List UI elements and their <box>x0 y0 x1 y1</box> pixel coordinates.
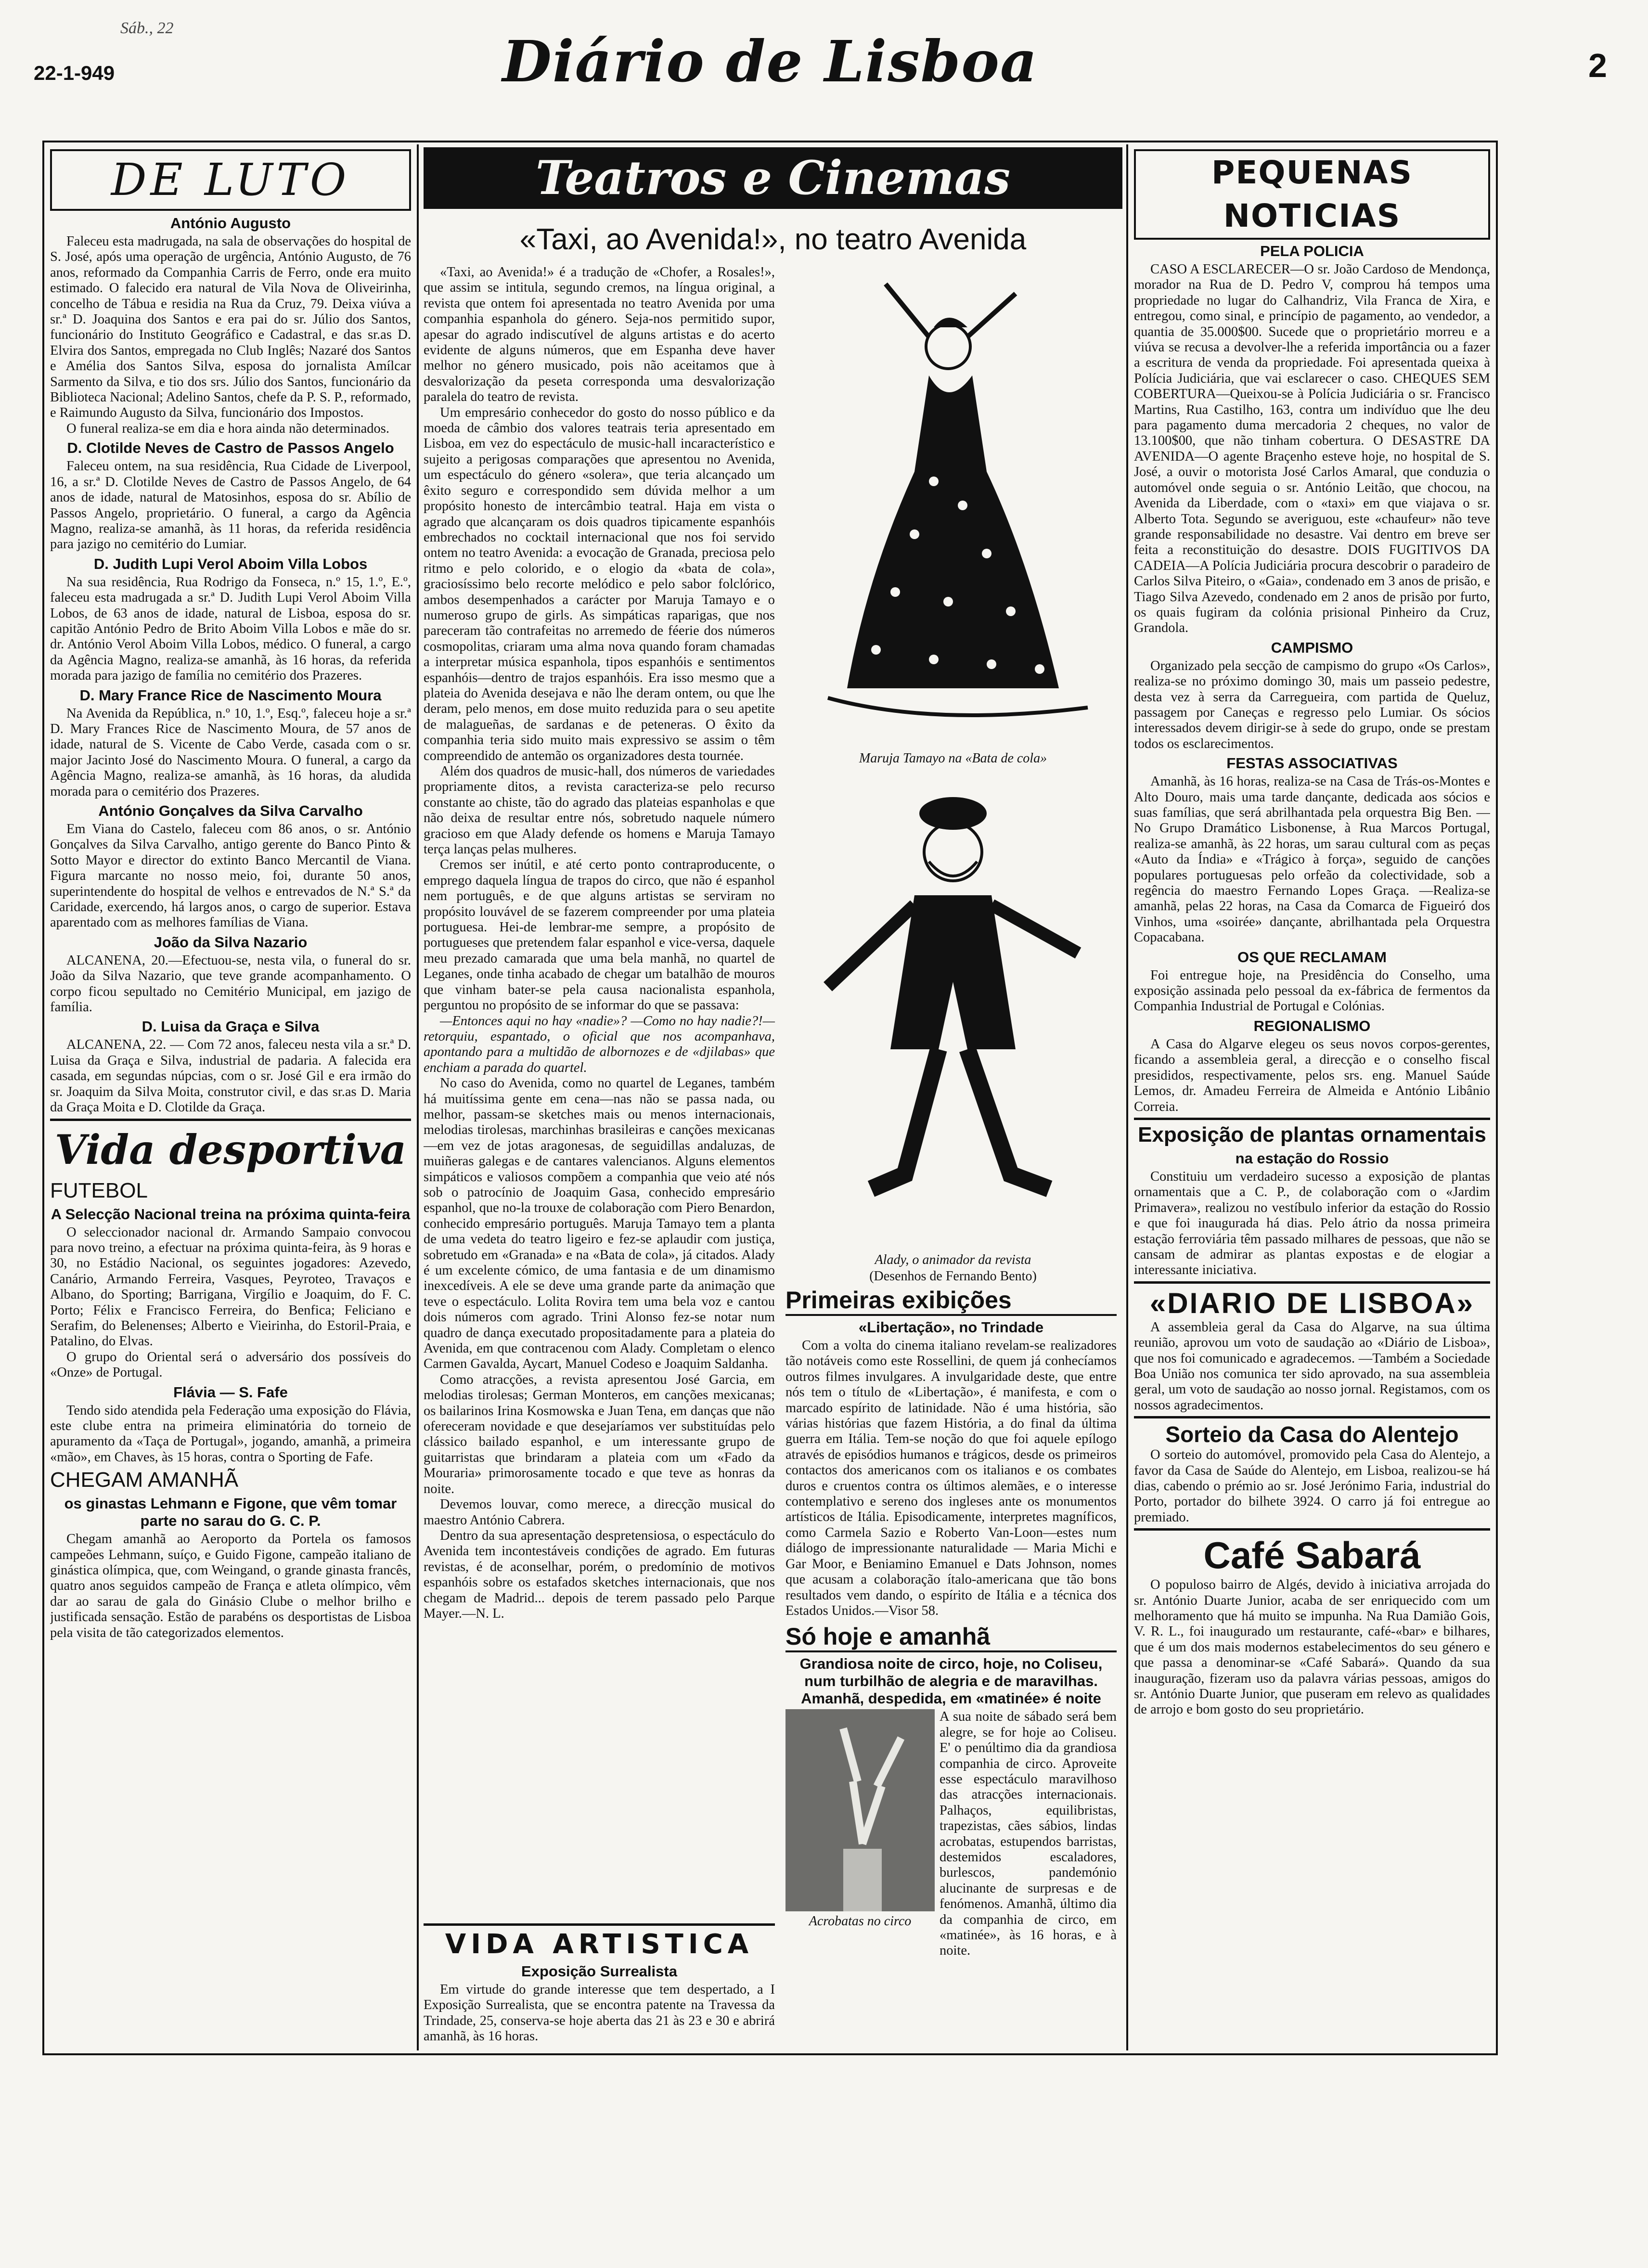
exposicao-heading: Exposição de plantas ornamentais <box>1138 1122 1486 1147</box>
regionalismo-heading: REGIONALISMO <box>1253 1017 1371 1034</box>
luto-heading: DE LUTO <box>111 154 350 206</box>
flavia-title: Flávia — S. Fafe <box>173 1383 288 1401</box>
diario-heading: «DIARIO DE LISBOA» <box>1149 1287 1475 1319</box>
futebol-label: FUTEBOL <box>50 1178 148 1202</box>
sorteio-text: O sorteio do automóvel, promovido pela Casa do Alentejo, a favor da Casa de Saúde do Alentejo, em Lisboa, realizou-se há dias, cabendo o prémio ao sr. José Jerónimo Faria, industrial do Porto, portador do bilhete 3924. O carro já foi entregue ao premiado. <box>1134 1447 1490 1525</box>
review-p8: Devemos louvar, como merece, a direcção musical do maestro António Cabrera. <box>424 1497 775 1528</box>
circo-heading: Só hoje e amanhã <box>785 1623 1117 1652</box>
campismo-text: Organizado pela secção de campismo do grupo «Os Carlos», realiza-se no próximo domingo 30, mais um passeio pedestre, desta vez à serra da Carregueira, com partida de Queluz, passagem por Caneças e regresso pelo Lumiar. Os sócios interessados devem dirigir-se à sede do grupo, onde se prestam todos os esclarecimentos. <box>1134 658 1490 751</box>
policia-text: CASO A ESCLARECER—O sr. João Cardoso de Mendonça, morador na Rua de D. Pedro V, comprou há tempos uma propriedade no lugar do Calhandriz, Vila Franca de Xira, e entregou, como sinal, e princípio de pagamento, ao vendedor, a quantia de 35.000$00. Sucede que o proprietário morreu e a viúva se recusa a devolver-lhe a referida importância ou a fazer a escritura de venda da propriedade. Foi apresentada queixa à Polícia Judiciária, que vai esclarecer o caso. CHEQUES SEM COBERTURA—Queixou-se à Polícia Judiciária o sr. Francisco Martins, Rua Castilho, 163, contra um indivíduo que lhe deu para pagamento duma mercadoria 2 cheques, no valor de 13.100$00, que não tinham cobertura. O DESASTRE DA AVENIDA—O agente Braçenho esteve hoje, no hospital de S. José, a ouvir o motorista José Carlos Amaral, que conduzia o automóvel onde seguia o sr. António Leitão, que chocou, na Avenida da Liberdade, com o «taxi» em que viajava o sr. Alberto Tota. Segundo se averiguou, este «chaufeur» não teve grande responsabilidade no desastre. Vai dentro em breve ser feita a reconstituição do desastre. DOIS FUGITIVOS DA CADEIA—A Polícia Judiciária procura descobrir o paradeiro de Carlos Silva Piteiro, o «Gaia», condenado em 3 anos de prisão, e Tiago Silva Azevedo, condenado em 2 anos de prisão por furto, os quais fugiram da colónia prisional Pinheiro da Cruz, Grandola. <box>1134 262 1490 636</box>
divider <box>1134 1281 1490 1284</box>
obituary-name: António Gonçalves da Silva Carvalho <box>98 802 363 819</box>
obituary-name: D. Clotilde Neves de Castro de Passos Angelo <box>67 439 394 457</box>
chegam-label: CHEGAM AMANHÃ <box>50 1468 239 1492</box>
obituary-text: ALCANENA, 22. — Com 72 anos, faleceu nesta vila a sr.ª D. Luisa da Graça e Silva, industrial de padaria. A falecida era casada, em segundas núpcias, com o sr. José Gil e era irmão do sr. Joaquim da Silva Moita, construtor civil, e das sr.as D. Maria da Graça Moita e D. Clotilde da Graça. <box>50 1037 411 1115</box>
reclamam-text: Foi entregue hoje, na Presidência do Conselho, uma exposição assinada pelo pessoal da ex-fábrica de fermentos da Companhia Industrial de Portugal e Colónias. <box>1134 967 1490 1014</box>
review-column-1 <box>424 265 775 1622</box>
ginastas-title: os ginastas Lehmann e Figone, que vêm tomar parte no sarau do G. C. P. <box>64 1495 397 1530</box>
reclamam-heading: OS QUE RECLAMAM <box>1237 948 1387 966</box>
sport-heading: Vida desportiva <box>54 1125 407 1173</box>
newspaper-title: Diário de Lisboa <box>502 28 1038 95</box>
exposicao-subheading: na estação do Rossio <box>1235 1149 1389 1167</box>
obituary-name: D. Luisa da Graça e Silva <box>142 1018 320 1035</box>
middle-column <box>424 144 1122 2050</box>
obituary-list <box>50 215 411 1116</box>
vida-artistica <box>424 1920 775 2045</box>
review-p6: No caso do Avenida, como no quartel de Leganes, também há muitíssima gente em cena—nas não se passa nada, ou melhor, passam-se sketches mais ou menos internacionais, melodias tirolesas, marchinhas brasileiras e canções mexicanas—em vez de jotas aragonesas, de seguidillas andaluzas, de muiñeras galegas e de cantares valencianos. Alguns elementos simpáticos e valiosos compõem a companhia que veio até nós sob o patrocínio de Joaquim Gasa, conhecido empresário espanhol, que no-la trouxe de colaboração com Piero Benardon, conhecido empresário português. Maruja Tamayo tem a planta de uma vedeta do teatro ligeiro e fez-se aplaudir com justiça, sobretudo em «Granada» e na «Bata de cola», já citados. Alady é um excelente cómico, de uma fantasia e de um dinamismo inexcedíveis. A ele se deve uma grande parte da animação que teve o espectáculo. Lolita Rovira tem uma bela voz e cantou dois números com agrado. Trini Alonso fez-se notar num quadro de dança executado propositadamente para a plateia do Avenida, em que contracenou com Alady. Completam o elenco Carmen Gavalda, Aycart, Manuel Codeso e Joaquim Saldanha. <box>424 1076 775 1372</box>
luto-box <box>50 149 411 211</box>
artistica-subheading: Exposição Surrealista <box>521 1963 677 1980</box>
cinema-text: Com a volta do cinema italiano revelam-se realizadores tão notáveis como este Rossellini, de quem já conhecíamos outros filmes invulgares. A invulgaridade deste, que entre nós tem o título de «Libertação», é manifesta, e com o marcado espírito de latinidade. Não é uma história, são várias histórias que fazem História, a do final da última guerra em Itália. Tem-se noção do que foi aquele epílogo através de episódios humanos e trágicos, desde os primeiros contactos dos americanos com os italianos e os combates duros e cruentos contra os últimos alemães, e o interesse contemplativo e sereno dos ingleses ante os monumentos artísticos de Itália. Episodicamente, interpretes magníficos, como Carmela Sazio e Roberto Van-Loon—estes num diálogo de impressionante naturalidade — Maria Michi e Gar Moor, e Beniamino Emanuel e Dats Johnson, nomes que acusam a colaboração ítalo-americana que tão bons resultados vem dando, o espírito de Itália e a técnica dos Estados Unidos.—Visor 58. <box>785 1338 1117 1618</box>
circo-text: A sua noite de sábado será bem alegre, se for hoje ao Coliseu. E' o penúltimo dia da grandiosa companhia de circo. Aproveite esse espectáculo maravilhoso das atracções internacionais. Palhaços, equilibristas, trapezistas, cães sábios, lindas acrobatas, estupendos barristas, destemidos escaladores, burlescos, pandemónio alucinante de surpresas e de fenómenos. Amanhã, último dia da companhia de circo, em «matinée», às 16 horas, e à noite. <box>940 1709 1117 1959</box>
circo-body <box>785 1709 1117 1959</box>
divider <box>1134 1118 1490 1120</box>
page-number: 2 <box>1588 47 1607 84</box>
caption-circo: Acrobatas no circo <box>809 1914 912 1929</box>
review-p1: «Taxi, ao Avenida!» é a tradução de «Chofer, a Rosales!», que assim se intitula, segundo cremos, na língua original, a revista que ontem foi apresentada no teatro Avenida por uma companhia espanhola do género. Seja-nos permitido supor, apesar do agrado indiscutível de alguns artistas e do acerto evidente de alguns números, que em Espanha deve haver melhor no género musicado, pois não aceitamos que à desvalorização da peseta corresponda uma desvalorização paralela do teatro de revista. <box>424 265 775 405</box>
artistica-heading: VIDA ARTISTICA <box>445 1929 754 1960</box>
pequenas-heading: PEQUENAS NOTICIAS <box>1134 149 1490 240</box>
issue-date: 22-1-949 <box>34 62 115 84</box>
article-headline: «Taxi, ao Avenida!», no teatro Avenida <box>519 223 1027 256</box>
review-p2: Um empresário conhecedor do gosto do nosso público e da moeda de câmbio dos valores teatrais teria apresentado em Lisboa, em vez do espectáculo de music-hall incaracterístico e sujeito a perigosas comparações que apresentou no Avenida, um espectáculo do género «solera», que teria alcançado um êxito seguro e correspondido sem dúvida melhor a um propósito honesto de intercâmbio teatral. Haja em vista o agrado que alcançaram os dois quadros tipicamente espanhóis embrechados no cocktail internacional que nos foi servido ontem no teatro Avenida: a evocação de Granada, preciosa pelo ritmo e pelo colorido, e o elogio da «bata de cola», graciosíssimo belo recorte melódico e pelo sabor folclórico, ambos desempenhados a carácter por Maruja Tamayo e o numeroso grupo de girls. As simpáticas raparigas, que nos pareceram tão contrafeitas no arremedo de féerie dos números cosmopolitas, criaram uma alma nova quando foram chamadas a interpretar música espanhola, tipos espanhóis e sentimentos espanhóis—dentro de trajos espanhóis. Era isso mesmo que a plateia do Avenida desejava e não lhe deram ontem, ou que lhe deram, pelo menos, em dose muito reduzida para o seu apetite de malagueñas, de sardanas e de peteneras. O êxito da companhia teria sido muito mais expressivo se assim o têm compreendido de antemão os organizadores desta tournée. <box>424 405 775 763</box>
sorteio-heading: Sorteio da Casa do Alentejo <box>1165 1422 1459 1447</box>
review-p5: —Entonces aqui no hay «nadie»? —Como no hay nadie?!—retorquiu, espantado, o oficial que nos acompanhava, apontando para a multidão de albornozes e de «djilabas» que enchiam a parada do quartel. <box>424 1013 775 1075</box>
obituary-name: D. Judith Lupi Verol Aboim Villa Lobos <box>93 555 368 572</box>
column-rule <box>1126 144 1128 2050</box>
cafe-text: O populoso bairro de Algés, devido à iniciativa arrojada do sr. António Duarte Junior, acaba de ser enriquecido com um melhoramento que há muito se impunha. Na Rua Damião Gois, V. R. L., foi inaugurado um restaurante, café-«bar» e bilhares, que é um dos mais modernos estabelecimentos do seu género e que passa a denominar-se «Café Sabará». Quando da sua inauguração, fizeram uso da palavra várias pessoas, amigos do sr. António Duarte Junior, que puseram em relevo as qualidades de arrojo e bom gosto do seu proprietário. <box>1134 1577 1490 1717</box>
obituary-text: ALCANENA, 20.—Efectuou-se, nesta vila, o funeral do sr. João da Silva Nazario, que teve grande acompanhamento. O corpo ficou sepultado no Cemitério Municipal, em jazigo de família. <box>50 953 411 1015</box>
handwritten-note: Sáb., 22 <box>120 19 174 37</box>
festas-text: Amanhã, às 16 horas, realiza-se na Casa de Trás-os-Montes e Alto Douro, mais uma tarde dançante, dedicada aos sócios e suas famílias, que será abrilhantada pela orquestra Big Ben. —No Grupo Dramático Lisbonense, à Rua Marcos Portugal, realiza-se amanhã, às 22 horas, um sarau cultural com as peças «Auto da Índia» e «Trágico à força», seguido de canções populares portuguesas pelo orfeão da colectividade, sob a regência do maestro Fernando Lopes Graça. —Realiza-se amanhã, pelas 22 horas, na Casa da Comarca de Figueiró dos Vinhos, uma «soirée» dançante, abrilhantada pela Orquestra Copacabana. <box>1134 774 1490 945</box>
festas-heading: FESTAS ASSOCIATIVAS <box>1226 755 1398 772</box>
divider <box>1134 1416 1490 1418</box>
obituary-text: Faleceu esta madrugada, na sala de observações do hospital de S. José, após uma operação de urgência, António Augusto, de 76 anos, reformado da Companhia Carris de Ferro, onde era muito estimado. O falecido era natural de Vila Nova de Oliveirinha, concelho de Tábua e residia na Rua da Cruz, 79. Deixa viúva a sr.ª D. Joaquina dos Santos e era pai do sr. Júlio dos Santos, funcionário do Instituto Geográfico e Cadastral, e das sr.as D. Elvira dos Santos, empregada no Club Inglês; Nazaré dos Santos e Amélia dos Santos Silva, esposa do jornalista Amílcar Sarmento da Silva, e tio dos srs. Júlio dos Santos, funcionário da Biblioteca Nacional; Adelino Santos, chefe da P. S. P., reformado, e Raimundo Augusto da Silva, funcionário dos Impostos. <box>50 234 411 421</box>
obituary-text: Na sua residência, Rua Rodrigo da Fonseca, n.º 15, 1.º, E.º, faleceu esta madrugada a sr.ª D. Judith Lupi Verol Aboim Villa Lobos, de 63 anos de idade, natural de Lisboa, esposa do sr. capitão António Pedro de Brito Aboim Villa Lobos e mãe do sr. dr. António Verol Aboim Villa Lobos, médico. O funeral, a cargo da Agência Magno, realiza-se amanhã, às 16 horas, da referida morada para jazigo de família no cemitério dos Prazeres. <box>50 574 411 683</box>
review-p9: Dentro da sua apresentação despretensiosa, o espectáculo do Avenida tem incontestáveis condições de agrado. Em futuras revistas, é de aconselhar, porém, o predomínio de motivos espanhóis sobre os estafados sketches internacionais, que nos chegam de Madrid... depois de terem passado pelo Parque Mayer.—N. L. <box>424 1528 775 1621</box>
left-column <box>50 144 411 1641</box>
review-p7: Como atracções, a revista apresentou José Garcia, em melodias tirolesas; German Monteros, em canções mexicanas; os bailarinos Irina Kosmowska e Juan Tena, em danças que não ofereceram novidade e que desejaríamos ver substituídas pelo clássico bailado espanhol, e um interessante grupo de guitarristas que brindaram a plateia com um «Fado da Mouraria» primorosamente tocado e que teve as honras da noite. <box>424 1372 775 1496</box>
campismo-heading: CAMPISMO <box>1271 639 1353 656</box>
obituary-text: Faleceu ontem, na sua residência, Rua Cidade de Liverpool, 16, a sr.ª D. Clotilde Neves de Castro de Passos Angelo, de 64 anos de idade, natural de Matosinhos, esposa do sr. Abílio de Passos Angelo, proprietário. O funeral, a cargo da Agência Magno, realiza-se amanhã, às 11 horas, da referida residência para jazigo no cemitério do Lumiar. <box>50 459 411 552</box>
obituary-text: Na Avenida da República, n.º 10, 1.º, Esq.º, faleceu hoje a sr.ª D. Mary Frances Rice de Nascimento Moura, de 57 anos de idade, natural de S. Vicente de Cabo Verde, casada com o sr. major Jacinto José do Nascimento Moura. O funeral, a cargo da Agência Magno, realiza-se amanhã, às 16 horas, da aludida morada para o cemitério dos Prazeres. <box>50 706 411 799</box>
obituary-name: João da Silva Nazario <box>154 933 308 951</box>
diario-text: A assembleia geral da Casa do Algarve, na sua última reunião, aprovou um voto de saudação ao «Diário de Lisboa», que nos foi comunicado e agradecemos. —Também a Sociedade Boa União nos comunica ter sido aprovado, na sua assembleia geral, um voto de saudação ao nosso jornal. Registamos, com os nossos agradecimentos. <box>1134 1319 1490 1413</box>
caption-credit: (Desenhos de Fernando Bento) <box>869 1269 1037 1284</box>
selecao-text: O seleccionador nacional dr. Armando Sampaio convocou para novo treino, a efectuar na próxima quinta-feira, às 9 horas e 30, no Estádio Nacional, os seguintes jogadores: Azevedo, Canário, Armando Ferreira, Vasques, Peyroteo, Travaços e Albano, do Sporting; Barrigana, Virgílio e Joaquim, do F. C. Porto; Félix e Francisco Ferreira, do Benfica; Feliciano e Serafim, do Belenenses; Alberto e Vieirinha, do Estoril-Praia, e Patalino, do Elvas. <box>50 1224 411 1349</box>
review-p4: Cremos ser inútil, e até certo ponto contraproducente, o emprego daquela língua de trapos do circo, que não é espanhol nem português, e de que alguns artistas se serviram no propósito louvável de se fazerem compreender por uma plateia portuguesa. Hei-de lembrar-me sempre, a propósito de portugueses que pretendem falar espanhol e vice-versa, daquele meu prezado camarada que uma bela manhã, no quartel de Leganes, onde tinha acabado de chegar um batalhão de mouros que vinham bater-se pela causa nacionalista espanhola, perguntou no propósito de se informar do que se passava: <box>424 857 775 1013</box>
circo-photo-block <box>785 1709 935 1959</box>
divider <box>1134 1528 1490 1531</box>
flavia-text: Tendo sido atendida pela Federação uma exposição do Flávia, este clube entra na primeira eliminatória do torneio de apuramento da «Taça de Portugal», jogando, amanhã, a primeira «mão», em Chaves, às 15 horas, contra o Sporting de Fafe. <box>50 1403 411 1465</box>
right-column <box>1134 144 1490 1718</box>
caption-maruja: Maruja Tamayo na «Bata de cola» <box>859 751 1047 766</box>
obituary-text: Em Viana do Castelo, faleceu com 86 anos, o sr. António Gonçalves da Silva Carvalho, antigo gerente do Banco Pinto & Sotto Mayor e director do extinto Banco Mercantil de Viana. Figura marcante no nosso meio, foi, durante 50 anos, superintendente do hospital de velhos e entrevados de N.ª S.ª da Caridade, exercendo, há largos anos, o cargo de superior. Estava aparentado com as melhores famílias de Viana. <box>50 822 411 930</box>
exposicao-text: Constituiu um verdadeiro sucesso a exposição de plantas ornamentais que a C. P., de colaboração com o «Jardim Primavera», realizou no vestíbulo inferior da estação do Rossio e que foi inaugurada há dias. Pelo átrio da nossa primeira estação ferroviária têm passado milhares de pessoas, que não se cansam de admirar as plantas expostas e de elogiar a interessante iniciativa. <box>1134 1169 1490 1278</box>
obituary-tail: O funeral realiza-se em dia e hora ainda não determinados. <box>66 421 390 436</box>
selecao-title: A Selecção Nacional treina na próxima quinta-feira <box>51 1205 411 1223</box>
regionalismo-text: A Casa do Algarve elegeu os seus novos corpos-gerentes, ficando a assembleia geral, a direcção e o conselho fiscal presididos, respectivamente, pelos srs. eng. Manuel Saúde Lemos, dr. Amadeu Ferreira de Almeida e António Libânio Correia. <box>1134 1036 1490 1114</box>
obituary-name: António Augusto <box>170 215 291 232</box>
artistica-text: Em virtude do grande interesse que tem despertado, a I Exposição Surrealista, que se encontra patente na Travessa da Trindade, 25, conserva-se hoje aberta das 21 às 23 e 30 e abrirá amanhã, às 16 horas. <box>424 1982 775 2044</box>
caption-alady: Alady, o animador da revista <box>875 1252 1031 1267</box>
review-p3: Além dos quadros de music-hall, dos números de variedades propriamente ditos, a revista caracteriza-se pelo recurso constante ao chiste, tão do agrado das plateias espanholas e que não deixa de resultar entre nós, sobretudo naquele número gracioso em que Alady defende os homens e Maruja Tamayo terça lanças pelas mulheres. <box>424 764 775 857</box>
obituary-name: D. Mary France Rice de Nascimento Moura <box>79 686 382 704</box>
cafe-heading: Café Sabará <box>1203 1534 1421 1577</box>
divider <box>50 1119 411 1121</box>
dancer-illustration <box>789 265 1117 746</box>
cinema-heading: Primeiras exibições <box>785 1286 1117 1316</box>
selecao-tail: O grupo do Oriental será o adversário dos possíveis do «Onze» de Portugal. <box>50 1349 411 1380</box>
circus-photo <box>785 1709 935 1911</box>
circo-subheading: Grandiosa noite de circo, hoje, no Coliseu, num turbilhão de alegria e de maravilhas. Amanhã, despedida, em «matinée» é noite <box>799 1655 1103 1707</box>
divider <box>424 1923 775 1926</box>
cinema-section <box>785 1286 1117 1959</box>
teatros-banner: Teatros e Cinemas <box>424 147 1122 209</box>
ginastas-text: Chegam amanhã ao Aeroporto da Portela os famosos campeões Lehmann, suíço, e Guido Figone, campeão italiano de ginástica olímpica, que, com Weingand, o grande ginasta francês, quatro anos seguidos campeão de França e atleta olímpico, vêm dar ao sarau de gala do Ginásio Clube o melhor brilho e justificada sensação. Estão de parabéns os desportistas de Lisboa pela visita de tão categorizados elementos. <box>50 1532 411 1640</box>
policia-heading: PELA POLICIA <box>1260 243 1364 259</box>
column-rule <box>417 144 419 2050</box>
cinema-subheading: «Libertação», no Trindade <box>858 1319 1044 1336</box>
alady-illustration <box>809 780 1107 1242</box>
